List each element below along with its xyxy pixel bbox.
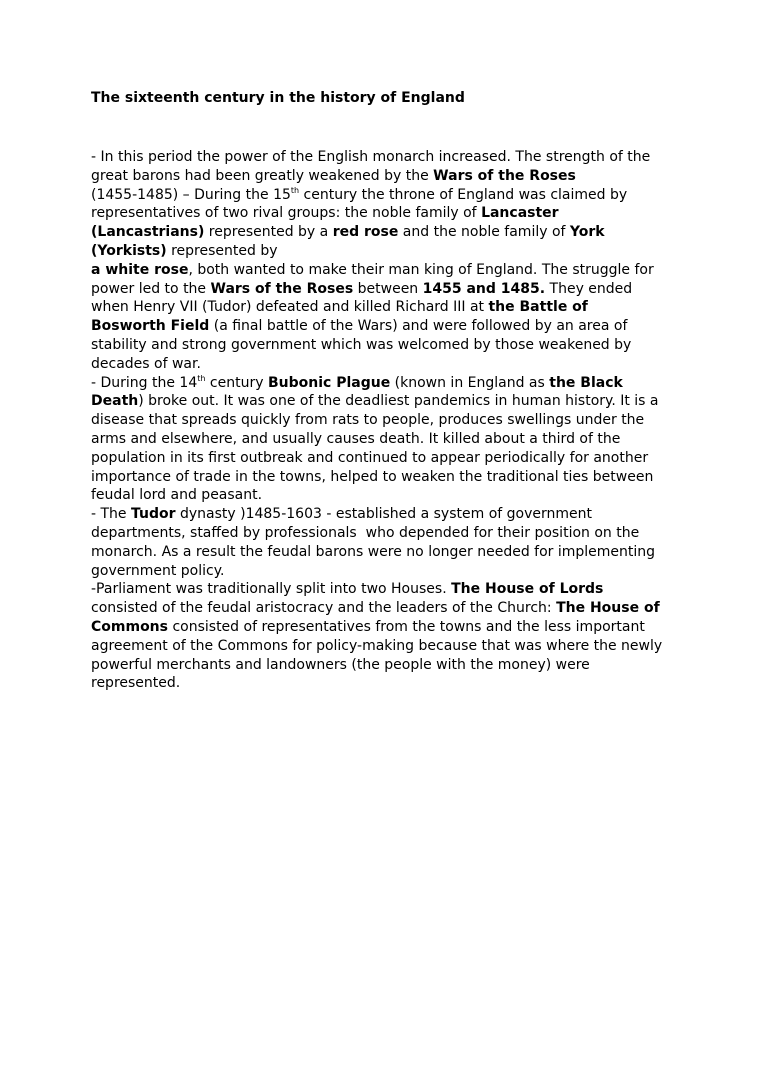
text-segment: (1455-1485) – During the 15 — [91, 186, 291, 203]
text-line — [91, 374, 681, 393]
text-segment: - The — [91, 506, 131, 523]
bold-text: (Yorkists) — [91, 242, 167, 259]
text-line — [91, 505, 681, 524]
bold-text: Tudor — [131, 506, 176, 523]
text-line — [91, 599, 681, 618]
text-segment: represented. — [91, 675, 181, 692]
text-segment: and the noble family of — [398, 224, 570, 241]
text-segment: represented by — [166, 242, 278, 259]
text-line — [91, 618, 681, 637]
text-segment: population in its first outbreak and continued to appear periodically for another — [91, 449, 649, 466]
text-segment: - In this period the power of the English monarch increased. The strength of the — [91, 149, 651, 165]
text-line — [91, 167, 681, 186]
text-segment: arms and elsewhere, and usually causes death. It killed about a third of the — [91, 430, 621, 447]
text-line — [91, 242, 681, 261]
bold-text: a white rose — [91, 261, 189, 278]
text-segment: departments, staffed by professionals who depended for their position on the — [91, 524, 640, 541]
text-line — [91, 392, 681, 411]
text-line — [91, 449, 681, 468]
text-line — [91, 148, 681, 167]
bold-text: York — [569, 224, 605, 241]
bold-text: the Black — [549, 374, 623, 391]
text-line — [91, 298, 681, 317]
text-line — [91, 486, 681, 505]
text-segment: They ended — [545, 280, 633, 297]
bold-text: Wars of the Roses — [210, 280, 354, 297]
bold-text: the Battle of — [488, 299, 588, 316]
text-segment: disease that spreads quickly from rats to people, produces swellings under the — [91, 412, 645, 429]
text-segment: ) broke out. It was one of the deadliest pandemics in human history. It is a — [138, 393, 659, 410]
text-segment: - During the 14 — [91, 374, 198, 391]
text-segment: decades of war. — [91, 355, 201, 372]
bold-text: (Lancastrians) — [91, 224, 205, 241]
text-segment: consisted of the feudal aristocracy and the leaders of the Church: — [91, 600, 557, 617]
text-line — [91, 637, 681, 656]
bold-text: The House of Lords — [451, 581, 604, 598]
text-segment: stability and strong government which was welcomed by those weakened by — [91, 336, 632, 353]
text-segment: feudal lord and peasant. — [91, 487, 263, 504]
bold-text: red rose — [332, 224, 399, 241]
text-segment: agreement of the Commons for policy-making because that was where the newly — [91, 637, 663, 654]
text-segment: dynasty )1485-1603 - established a system of government — [175, 506, 592, 523]
text-segment: representatives of two rival groups: the noble family of — [91, 205, 482, 222]
text-segment: , both wanted to make their man king of England. The struggle for — [188, 261, 654, 278]
bold-text: Bubonic Plague — [267, 374, 391, 391]
text-segment: importance of trade in the towns, helped to weaken the traditional ties between — [91, 468, 654, 485]
bold-text: 1455 and 1485. — [422, 280, 546, 297]
bold-text: Wars of the Roses — [433, 167, 576, 184]
document-body — [91, 148, 681, 693]
text-line — [91, 223, 681, 242]
text-segment: consisted of representatives from the towns and the less important — [168, 618, 645, 635]
text-line — [91, 280, 681, 299]
text-segment: century — [205, 374, 268, 391]
bold-text: Bosworth Field — [91, 318, 210, 335]
text-line — [91, 186, 681, 205]
bold-text: Commons — [91, 618, 168, 635]
text-segment: between — [353, 280, 423, 297]
text-line — [91, 411, 681, 430]
text-segment: government policy. — [91, 562, 225, 579]
text-segment: (a final battle of the Wars) and were followed by an area of — [209, 318, 628, 335]
text-line — [91, 656, 681, 675]
superscript-text: th — [197, 373, 206, 383]
text-segment: monarch. As a result the feudal barons were no longer needed for implementing — [91, 543, 656, 560]
bold-text: Death — [91, 393, 139, 410]
text-line — [91, 543, 681, 562]
text-segment: powerful merchants and landowners (the people with the money) were — [91, 656, 590, 673]
text-segment: when Henry VII (Tudor) defeated and killed Richard III at — [91, 299, 489, 316]
text-line — [91, 580, 681, 599]
text-line — [91, 336, 681, 355]
text-segment: great barons had been greatly weakened by the — [91, 167, 434, 184]
text-segment: (known in England as — [390, 374, 550, 391]
document-page — [91, 89, 681, 693]
text-segment: represented by a — [204, 224, 333, 241]
text-line — [91, 524, 681, 543]
text-line — [91, 317, 681, 336]
bold-text: The House of — [556, 600, 660, 617]
text-line — [91, 468, 681, 487]
text-line — [91, 261, 681, 280]
text-segment: century the throne of England was claimed by — [299, 186, 628, 203]
document-title: The sixteenth century in the history of England — [91, 90, 465, 106]
text-line — [91, 204, 681, 223]
text-line — [91, 562, 681, 581]
text-segment: -Parliament was traditionally split into two Houses. — [91, 581, 452, 598]
text-line — [91, 674, 681, 693]
superscript-text: th — [290, 185, 300, 195]
text-line — [91, 355, 681, 374]
bold-text: Lancaster — [481, 205, 559, 222]
text-line — [91, 430, 681, 449]
text-segment: power led to the — [91, 280, 211, 297]
